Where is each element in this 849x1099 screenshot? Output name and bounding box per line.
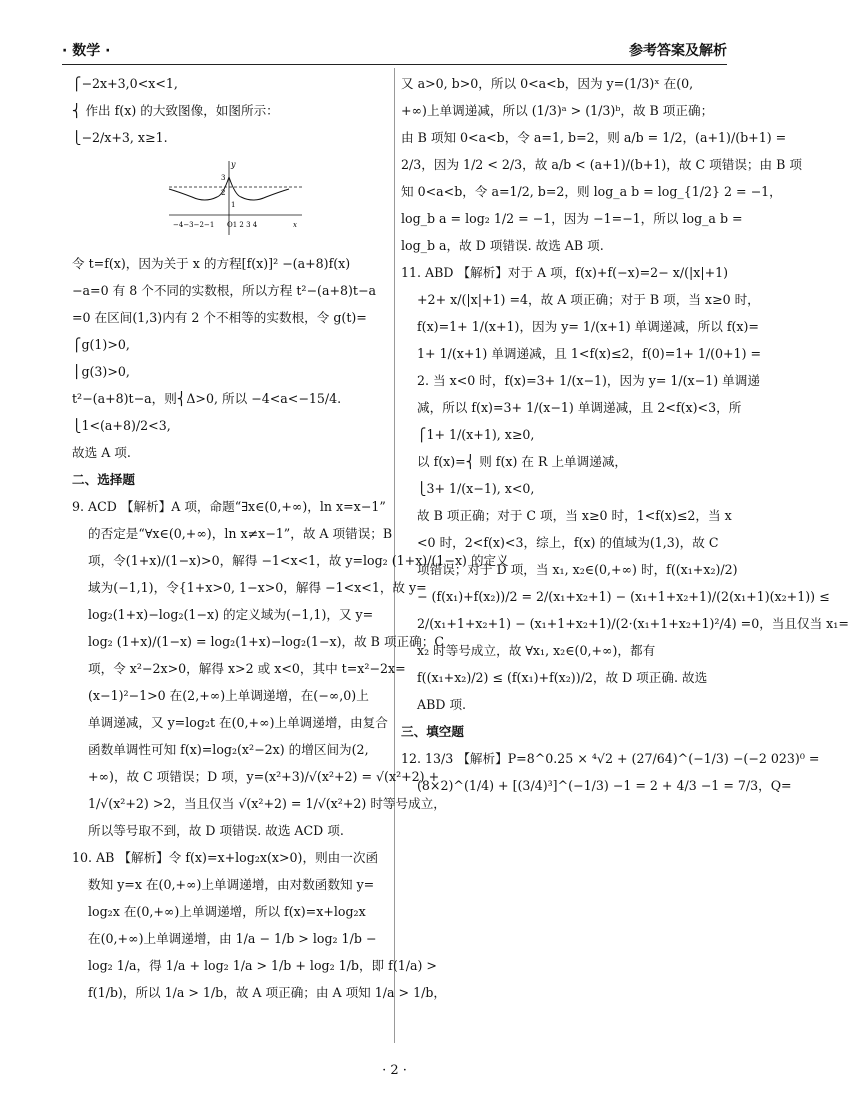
- text-line: f(1/b)，所以 1/a > 1/b，故 A 项正确；由 A 项知 1/a > 1/b，: [88, 985, 447, 1000]
- text-line: 所以等号取不到，故 D 项错误. 故选 ACD 项.: [88, 823, 344, 838]
- y-axis-label: y: [231, 160, 236, 169]
- y-tick-2: 2: [221, 189, 226, 197]
- text-line: ⎧g(1)>0,: [72, 337, 130, 352]
- text-line: log_b a = log₂ 1/2 = −1，因为 −1=−1，所以 log_a b =: [401, 211, 743, 226]
- text-line: ABD 项.: [417, 697, 467, 712]
- text-line: log₂ (1+x)/(1−x) = log₂(1+x)−log₂(1−x)，故 B 项正确；C: [88, 634, 444, 649]
- text-line: ⎩3+ 1/(x−1), x<0,: [417, 481, 535, 496]
- text-line: (8×2)^(1/4) + [(3/4)³]^(−1/3) −1 = 2 + 4/3 −1 = 7/3，Q=: [417, 778, 792, 793]
- text-line: 2/3，因为 1/2 < 2/3，故 a/b < (a+1)/(b+1)，故 C 项错误；由 B 项: [401, 157, 802, 172]
- text-line: ⎧−2x+3,0<x<1,: [72, 76, 178, 91]
- text-line: f(x)=1+ 1/(x+1)，因为 y= 1/(x+1) 单调递减，所以 f(x)=: [417, 319, 759, 334]
- text-line: (x−1)²−1>0 在(2,+∞)上单调递增，在(−∞,0)上: [88, 688, 369, 703]
- section-heading: 三、填空题: [401, 724, 464, 739]
- text-line: 11. ABD 【解析】对于 A 项，f(x)+f(−x)=2− x/(|x|+1): [401, 265, 729, 280]
- text-line: x₂ 时等号成立，故 ∀x₁, x₂∈(0,+∞)，都有: [417, 643, 656, 658]
- curve-right: [229, 177, 289, 200]
- text-line: 由 B 项知 0<a<b，令 a=1, b=2，则 a/b = 1/2，(a+1)/(b+1) =: [401, 130, 787, 145]
- text-line: 1+ 1/(x+1) 单调递减，且 1<f(x)≤2，f(0)=1+ 1/(0+1) =: [417, 346, 762, 361]
- text-line: 2. 当 x<0 时，f(x)=3+ 1/(x−1)，因为 y= 1/(x−1) 单调递: [417, 373, 760, 388]
- header-rule: [62, 64, 727, 65]
- page-header: [62, 38, 727, 62]
- text-line: 12. 13/3 【解析】P=8^0.25 × ⁴√2 + (27/64)^(−1/3) −(−2 023)⁰ =: [401, 751, 820, 766]
- text-line: 以 f(x)=⎨ 则 f(x) 在 R 上单调递减，: [417, 454, 628, 469]
- text-line: 数知 y=x 在(0,+∞)上单调递增，由对数函数知 y=: [88, 877, 375, 892]
- text-line: +∞)，故 C 项错误；D 项，y=(x²+3)/√(x²+2) = √(x²+2) +: [88, 769, 440, 784]
- text-line: 又 a>0, b>0，所以 0<a<b，因为 y=(1/3)ˣ 在(0,: [401, 76, 694, 91]
- right-column: [401, 70, 849, 799]
- page-number: · 2 ·: [382, 1063, 407, 1078]
- text-line: − (f(x₁)+f(x₂))/2 = 2/(x₁+x₂+1) − (x₁+1+x₂+1)/(2(x₁+1)(x₂+1)) ≤: [417, 589, 830, 604]
- text-line: ⎧1+ 1/(x+1), x≥0,: [417, 427, 535, 442]
- text-line: 减，所以 f(x)=3+ 1/(x−1) 单调递减，且 2<f(x)<3，所: [417, 400, 742, 415]
- header-title: 参考答案及解析: [629, 43, 727, 59]
- text-line: 项，令(1+x)/(1−x)>0，解得 −1<x<1，故 y=log₂ (1+x)/(1−x) 的定义: [88, 553, 509, 568]
- text-line: ⎩1<(a+8)/2<3,: [72, 418, 171, 433]
- text-line: 项，令 x²−2x>0，解得 x>2 或 x<0，其中 t=x²−2x=: [88, 661, 406, 676]
- x-ticks-positive: O1 2 3 4: [227, 221, 258, 229]
- text-line: 在(0,+∞)上单调递增，由 1/a − 1/b > log₂ 1/b −: [88, 931, 377, 946]
- text-line: log₂(1+x)−log₂(1−x) 的定义域为(−1,1)，又 y=: [88, 607, 374, 622]
- text-line: 项错误；对于 D 项，当 x₁, x₂∈(0,+∞) 时，f((x₁+x₂)/2): [417, 562, 738, 577]
- text-line: +2+ x/(|x|+1) =4，故 A 项正确；对于 B 项，当 x≥0 时，: [417, 292, 760, 307]
- text-line: log_b a，故 D 项错误. 故选 AB 项.: [401, 238, 604, 253]
- y-tick-3: 3: [221, 174, 226, 182]
- text-line: 单调递减，又 y=log₂t 在(0,+∞)上单调递增，由复合: [88, 715, 388, 730]
- text-line: <0 时，2<f(x)<3，综上，f(x) 的值域为(1,3)，故 C: [417, 535, 719, 550]
- text-line: 知 0<a<b，令 a=1/2, b=2，则 log_a b = log_{1/2} 2 = −1，: [401, 184, 782, 199]
- text-line: +∞)上单调递减，所以 (1/3)ᵃ > (1/3)ᵇ，故 B 项正确；: [401, 103, 714, 118]
- text-line: 令 t=f(x)，因为关于 x 的方程[f(x)]² −(a+8)f(x): [72, 256, 351, 271]
- text-line: −a=0 有 8 个不同的实数根，所以方程 t²−(a+8)t−a: [72, 283, 377, 298]
- curve-left: [169, 177, 229, 200]
- text-line: 2/(x₁+1+x₂+1) − (x₁+1+x₂+1)/(2·(x₁+1+x₂+1)²/4) =0，当且仅当 x₁=: [417, 616, 849, 631]
- y-tick-1: 1: [231, 201, 236, 209]
- text-line: ⎪g(3)>0,: [72, 364, 130, 379]
- function-graph: [167, 157, 307, 237]
- text-line: =0 在区间(1,3)内有 2 个不相等的实数根，令 g(t)=: [72, 310, 367, 325]
- text-line: 9. ACD 【解析】A 项，命题“∃x∈(0,+∞)，ln x=x−1”: [72, 499, 386, 514]
- text-line: ⎨ 作出 f(x) 的大致图像，如图所示：: [72, 103, 279, 118]
- header-subject: · 数学 ·: [62, 43, 111, 59]
- text-line: 故 B 项正确；对于 C 项，当 x≥0 时，1<f(x)≤2，当 x: [417, 508, 732, 523]
- text-line: 10. AB 【解析】令 f(x)=x+log₂x(x>0)，则由一次函: [72, 850, 379, 865]
- text-line: 的否定是“∀x∈(0,+∞)，ln x≠x−1”，故 A 项错误；B: [88, 526, 393, 541]
- section-heading: 二、选择题: [72, 472, 135, 487]
- text-line: 故选 A 项.: [72, 445, 131, 460]
- text-line: 1/√(x²+2) >2，当且仅当 √(x²+2) = 1/√(x²+2) 时等号成立，: [88, 796, 446, 811]
- text-line: log₂x 在(0,+∞)上单调递增，所以 f(x)=x+log₂x: [88, 904, 366, 919]
- text-line: t²−(a+8)t−a，则⎨Δ>0, 所以 −4<a<−15/4.: [72, 391, 342, 406]
- x-ticks-negative: −4−3−2−1: [173, 221, 215, 229]
- text-line: f((x₁+x₂)/2) ≤ (f(x₁)+f(x₂))/2，故 D 项正确. 故选: [417, 670, 708, 685]
- text-line: 函数单调性可知 f(x)=log₂(x²−2x) 的增区间为(2,: [88, 742, 369, 757]
- x-axis-label: x: [293, 221, 297, 229]
- text-line: log₂ 1/a，得 1/a + log₂ 1/a > 1/b + log₂ 1/b，即 f(1/a) >: [88, 958, 437, 973]
- text-line: 域为(−1,1)，令{1+x>0, 1−x>0，解得 −1<x<1，故 y=: [88, 580, 427, 595]
- text-line: ⎩−2/x+3, x≥1.: [72, 130, 168, 145]
